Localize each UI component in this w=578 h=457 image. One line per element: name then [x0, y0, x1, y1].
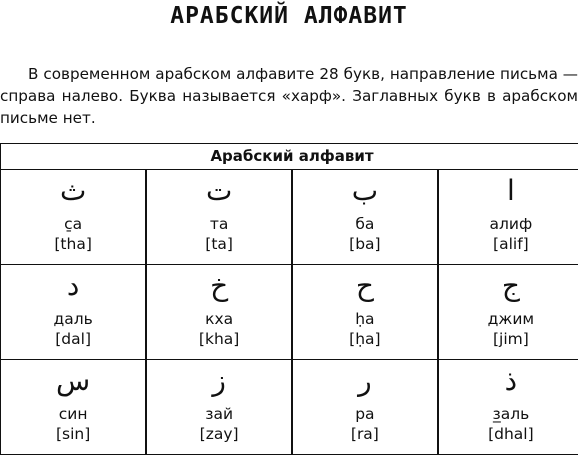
- letter-transliteration: [ta]: [205, 234, 233, 253]
- letter-name: з̲аль: [492, 404, 530, 423]
- letter-transliteration: [tha]: [54, 234, 92, 253]
- letter-transliteration: [ḥa]: [349, 329, 381, 348]
- letter-cell: [438, 264, 578, 359]
- letter-name: син: [58, 404, 88, 423]
- table-row: [1, 264, 578, 359]
- arabic-letter: ا: [506, 173, 515, 207]
- letter-cell: [146, 264, 292, 359]
- table-row: [1, 169, 578, 264]
- arabic-letter: ج: [501, 268, 520, 302]
- letter-cell: [292, 359, 438, 454]
- arabic-letter: د: [66, 268, 80, 302]
- letter-transliteration: [sin]: [55, 424, 91, 443]
- letter-transliteration: [jim]: [492, 329, 529, 348]
- arabic-letter: س: [56, 363, 91, 397]
- letter-name: даль: [53, 309, 93, 328]
- arabic-letter: ب: [351, 173, 379, 207]
- letter-name: алиф: [489, 214, 533, 233]
- letter-name: зай: [205, 404, 234, 423]
- letter-cell: [146, 169, 292, 264]
- letter-name: та: [209, 214, 229, 233]
- arabic-letter: ث: [59, 173, 87, 207]
- letter-name: с̱а: [64, 214, 83, 233]
- letter-transliteration: [dhal]: [488, 424, 534, 443]
- letter-name: ра: [355, 404, 375, 423]
- letter-transliteration: [alif]: [493, 234, 529, 253]
- arabic-letter: ز: [212, 363, 226, 397]
- table-row: [1, 359, 578, 454]
- page-title: АРАБСКИЙ АЛФАВИТ: [170, 3, 408, 29]
- letter-name: кха: [205, 309, 234, 328]
- letter-transliteration: [zay]: [199, 424, 239, 443]
- arabic-letter: ح: [355, 268, 374, 302]
- letter-cell: [1, 359, 147, 454]
- letter-cell: [438, 169, 578, 264]
- letter-cell: [292, 169, 438, 264]
- table-caption: Арабский алфавит: [1, 144, 578, 170]
- arabic-letter: ذ: [504, 363, 518, 397]
- letter-cell: [1, 264, 147, 359]
- letter-cell: [438, 359, 578, 454]
- arabic-letter: ر: [358, 363, 372, 397]
- letter-cell: [292, 264, 438, 359]
- intro-paragraph: В современном арабском алфавите 28 букв, направление письма — справа налево. Буква называется «харф». Заглавных букв в арабском письме нет.: [0, 65, 578, 127]
- letter-transliteration: [ra]: [350, 424, 379, 443]
- letter-transliteration: [ba]: [349, 234, 381, 253]
- arabic-letter: خ: [210, 268, 229, 302]
- letter-transliteration: [dal]: [55, 329, 91, 348]
- alphabet-table: [0, 143, 578, 455]
- letter-name: джим: [487, 309, 535, 328]
- letter-cell: [1, 169, 147, 264]
- letter-name: ба: [355, 214, 375, 233]
- letter-transliteration: [kha]: [198, 329, 240, 348]
- arabic-letter: ت: [205, 173, 233, 207]
- letter-cell: [146, 359, 292, 454]
- letter-name: ḥа: [355, 309, 375, 328]
